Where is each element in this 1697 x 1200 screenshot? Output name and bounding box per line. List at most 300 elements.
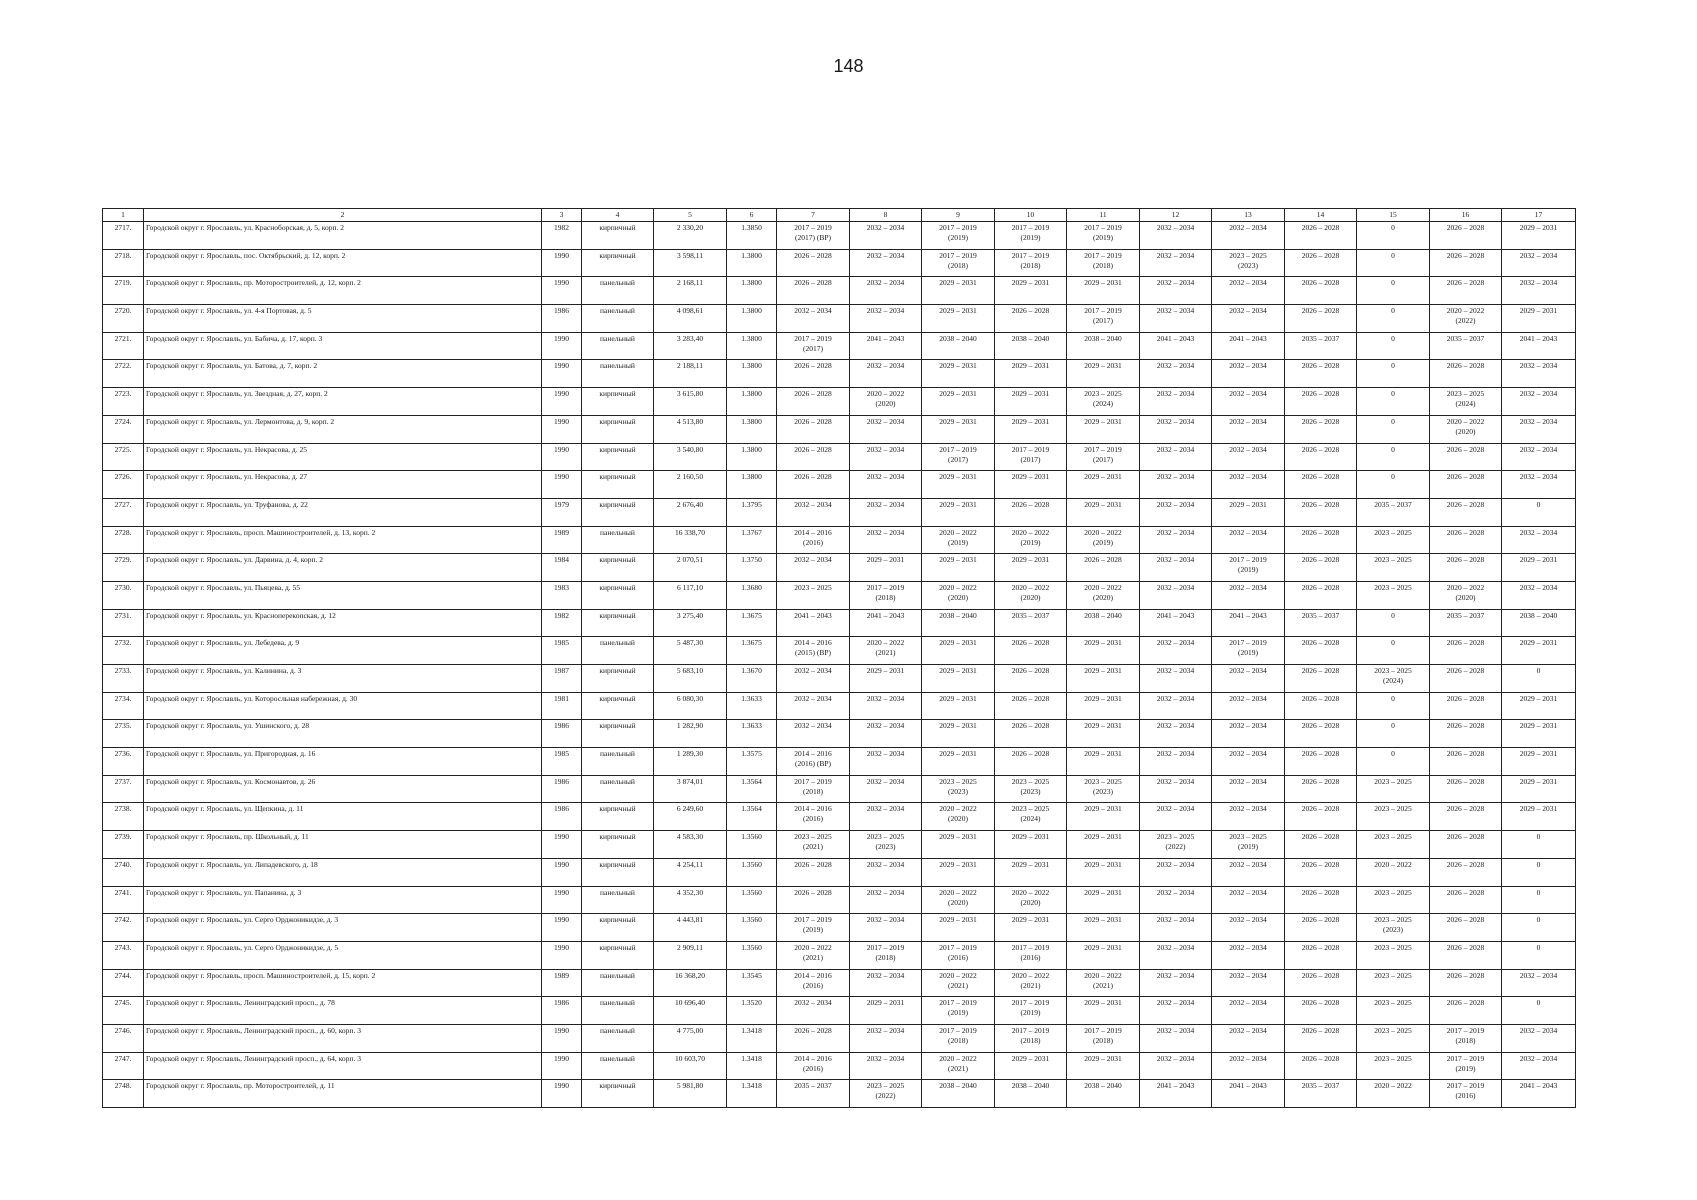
table-cell: 2020 – 2022 (2022) <box>1430 305 1502 333</box>
table-row <box>103 775 1576 803</box>
table-cell: 1.3545 <box>727 969 777 997</box>
address-cell: Городской округ г. Ярославль, пр. Моторостроителей, д. 12, корп. 2 <box>144 277 542 305</box>
table-row <box>103 969 1576 997</box>
table-row <box>103 914 1576 942</box>
table-cell: 2032 – 2034 <box>1502 249 1576 277</box>
table-cell: 2023 – 2025 (2023) <box>1212 249 1285 277</box>
table-cell: 1.3795 <box>727 498 777 526</box>
table-cell: 2026 – 2028 <box>1285 969 1357 997</box>
address-cell: Городской округ г. Ярославль, пр. Моторостроителей, д. 11 <box>144 1080 542 1108</box>
table-cell: 2029 – 2031 <box>1067 360 1140 388</box>
table-cell: 2038 – 2040 <box>1067 1080 1140 1108</box>
table-cell: 2020 – 2022 (2019) <box>995 526 1067 554</box>
table-cell: 2032 – 2034 <box>1140 581 1212 609</box>
table-cell: 2017 – 2019 (2019) <box>1212 637 1285 665</box>
table-cell: 1.3750 <box>727 554 777 582</box>
table-cell: кирпичный <box>582 388 654 416</box>
table-cell: 2032 – 2034 <box>1212 886 1285 914</box>
table-cell: 0 <box>1357 609 1430 637</box>
table-cell: 2032 – 2034 <box>1212 443 1285 471</box>
table-cell: 2023 – 2025 (2023) <box>850 831 922 859</box>
table-cell: 2032 – 2034 <box>1140 997 1212 1025</box>
table-cell: 1.3560 <box>727 858 777 886</box>
table-header <box>103 209 1576 222</box>
table-cell: 2020 – 2022 (2020) <box>995 886 1067 914</box>
table-cell: 2026 – 2028 <box>1430 665 1502 693</box>
table-cell: 2032 – 2034 <box>1502 360 1576 388</box>
table-cell: 2724. <box>103 415 144 443</box>
table-cell: 2032 – 2034 <box>1212 305 1285 333</box>
table-cell: 2026 – 2028 <box>1285 554 1357 582</box>
table-cell: 2026 – 2028 <box>995 665 1067 693</box>
table-cell: 0 <box>1357 249 1430 277</box>
table-cell: 2026 – 2028 <box>777 886 850 914</box>
table-cell: 4 583,30 <box>654 831 727 859</box>
table-cell: 1.3680 <box>727 581 777 609</box>
table-cell: 4 443,81 <box>654 914 727 942</box>
table-cell: панельный <box>582 277 654 305</box>
table-cell: 2029 – 2031 <box>922 305 995 333</box>
table-cell: 2029 – 2031 <box>850 665 922 693</box>
table-row <box>103 1080 1576 1108</box>
table-cell: 2026 – 2028 <box>995 637 1067 665</box>
table-cell: 2035 – 2037 <box>1357 498 1430 526</box>
table-cell: 2032 – 2034 <box>1140 1052 1212 1080</box>
table-cell: 4 775,00 <box>654 1024 727 1052</box>
table-cell: 2029 – 2031 <box>1502 775 1576 803</box>
table-cell: панельный <box>582 332 654 360</box>
table-row <box>103 858 1576 886</box>
table-cell: 2032 – 2034 <box>1502 471 1576 499</box>
table-cell: 1.3800 <box>727 471 777 499</box>
table-cell: 2026 – 2028 <box>1285 886 1357 914</box>
table-cell: 2739. <box>103 831 144 859</box>
table-cell: 0 <box>1357 360 1430 388</box>
table-cell: 10 603,70 <box>654 1052 727 1080</box>
table-cell: 2032 – 2034 <box>1140 1024 1212 1052</box>
table-cell: 1990 <box>542 277 582 305</box>
table-cell: 2029 – 2031 <box>1067 498 1140 526</box>
table-cell: 2029 – 2031 <box>1067 692 1140 720</box>
table-cell: 1990 <box>542 471 582 499</box>
table-cell: кирпичный <box>582 831 654 859</box>
column-header: 5 <box>654 209 727 222</box>
table-cell: 2017 – 2019 (2016) <box>1430 1080 1502 1108</box>
table-cell: 5 487,30 <box>654 637 727 665</box>
table-cell: 2026 – 2028 <box>995 720 1067 748</box>
table-cell: 2041 – 2043 <box>777 609 850 637</box>
table-cell: 1.3633 <box>727 720 777 748</box>
table-cell: 2029 – 2031 <box>995 858 1067 886</box>
table-cell: 2026 – 2028 <box>1285 471 1357 499</box>
table-cell: 2723. <box>103 388 144 416</box>
table-cell: 2038 – 2040 <box>922 332 995 360</box>
table-cell: 1990 <box>542 360 582 388</box>
table-cell: 1990 <box>542 858 582 886</box>
column-header: 9 <box>922 209 995 222</box>
table-cell: 1.3800 <box>727 415 777 443</box>
table-cell: 2738. <box>103 803 144 831</box>
table-cell: 2023 – 2025 (2022) <box>850 1080 922 1108</box>
table-cell: 2032 – 2034 <box>1212 941 1285 969</box>
table-cell: 0 <box>1357 332 1430 360</box>
table-row <box>103 997 1576 1025</box>
table-cell: 2026 – 2028 <box>777 1024 850 1052</box>
table-cell: 2032 – 2034 <box>1212 969 1285 997</box>
table-cell: 2020 – 2022 (2020) <box>1430 581 1502 609</box>
table-cell: 2 909,11 <box>654 941 727 969</box>
table-cell: панельный <box>582 886 654 914</box>
table-cell: 0 <box>1357 415 1430 443</box>
table-cell: 2032 – 2034 <box>777 997 850 1025</box>
table-cell: 2719. <box>103 277 144 305</box>
table-cell: 2017 – 2019 (2019) <box>1067 222 1140 250</box>
table-cell: 1.3800 <box>727 388 777 416</box>
table-cell: 2732. <box>103 637 144 665</box>
table-cell: 2717. <box>103 222 144 250</box>
table-cell: 3 540,80 <box>654 443 727 471</box>
table-cell: 2032 – 2034 <box>777 554 850 582</box>
table-cell: 0 <box>1502 914 1576 942</box>
table-cell: 2029 – 2031 <box>922 665 995 693</box>
table-cell: 1.3800 <box>727 277 777 305</box>
table-row <box>103 941 1576 969</box>
table-cell: 0 <box>1357 471 1430 499</box>
header-row <box>103 209 1576 222</box>
table-cell: 1.3850 <box>727 222 777 250</box>
table-cell: 0 <box>1357 692 1430 720</box>
table-cell: 2032 – 2034 <box>850 249 922 277</box>
table-cell: 2041 – 2043 <box>1212 609 1285 637</box>
table-cell: 2029 – 2031 <box>850 997 922 1025</box>
table-cell: 2026 – 2028 <box>1285 748 1357 776</box>
table-cell: 2029 – 2031 <box>1502 305 1576 333</box>
table-cell: панельный <box>582 1024 654 1052</box>
table-cell: 2026 – 2028 <box>1285 637 1357 665</box>
address-cell: Городской округ г. Ярославль, ул. Пьяцева, д. 55 <box>144 581 542 609</box>
table-cell: 1990 <box>542 249 582 277</box>
table-cell: панельный <box>582 969 654 997</box>
table-cell: 1987 <box>542 665 582 693</box>
table-cell: 2014 – 2016 (2016) <box>777 803 850 831</box>
table-cell: 2032 – 2034 <box>1212 1024 1285 1052</box>
table-cell: 2026 – 2028 <box>995 305 1067 333</box>
table-cell: 2026 – 2028 <box>1430 222 1502 250</box>
table-cell: кирпичный <box>582 665 654 693</box>
table-cell: 2026 – 2028 <box>1285 581 1357 609</box>
table-cell: 2020 – 2022 (2020) <box>1430 415 1502 443</box>
table-cell: 1.3520 <box>727 997 777 1025</box>
table-cell: кирпичный <box>582 498 654 526</box>
table-cell: 2023 – 2025 (2024) <box>1430 388 1502 416</box>
address-cell: Городской округ г. Ярославль, ул. Липадевского, д. 18 <box>144 858 542 886</box>
table-cell: 2017 – 2019 (2018) <box>922 249 995 277</box>
table-cell: 2026 – 2028 <box>1430 858 1502 886</box>
table-cell: 2026 – 2028 <box>1285 249 1357 277</box>
table-cell: 2026 – 2028 <box>995 692 1067 720</box>
table-cell: 2026 – 2028 <box>995 498 1067 526</box>
table-cell: 2026 – 2028 <box>1285 388 1357 416</box>
table-cell: 2032 – 2034 <box>850 222 922 250</box>
table-cell: 2032 – 2034 <box>850 692 922 720</box>
table-cell: панельный <box>582 360 654 388</box>
table-cell: 2026 – 2028 <box>1430 471 1502 499</box>
column-header: 15 <box>1357 209 1430 222</box>
table-cell: 0 <box>1357 443 1430 471</box>
table-cell: 2026 – 2028 <box>777 858 850 886</box>
table-cell: 2020 – 2022 (2020) <box>1067 581 1140 609</box>
table-cell: 2026 – 2028 <box>1430 831 1502 859</box>
table-cell: 2041 – 2043 <box>850 332 922 360</box>
table-cell: 2017 – 2019 (2017) <box>777 332 850 360</box>
table-cell: 1.3560 <box>727 914 777 942</box>
table-cell: 2032 – 2034 <box>1212 692 1285 720</box>
table-body <box>103 222 1576 1108</box>
table-cell: 2747. <box>103 1052 144 1080</box>
column-header: 2 <box>144 209 542 222</box>
table-cell: 2032 – 2034 <box>1212 415 1285 443</box>
table-cell: 2020 – 2022 (2019) <box>922 526 995 554</box>
table-cell: 2032 – 2034 <box>1212 471 1285 499</box>
table-cell: 1.3560 <box>727 831 777 859</box>
table-cell: 2032 – 2034 <box>777 720 850 748</box>
table-cell: 2032 – 2034 <box>850 886 922 914</box>
table-cell: 2 676,40 <box>654 498 727 526</box>
table-cell: 2014 – 2016 (2016) (ВР) <box>777 748 850 776</box>
table-cell: 1990 <box>542 332 582 360</box>
table-cell: 2035 – 2037 <box>1285 1080 1357 1108</box>
table-cell: 2017 – 2019 (2017) (ВР) <box>777 222 850 250</box>
table-cell: 2029 – 2031 <box>1067 831 1140 859</box>
table-cell: 2032 – 2034 <box>1502 581 1576 609</box>
table-cell: 2029 – 2031 <box>922 360 995 388</box>
table-cell: 2032 – 2034 <box>1140 526 1212 554</box>
table-cell: 2038 – 2040 <box>922 609 995 637</box>
table-cell: 0 <box>1357 637 1430 665</box>
column-header: 17 <box>1502 209 1576 222</box>
table-cell: 1984 <box>542 554 582 582</box>
table-cell: кирпичный <box>582 581 654 609</box>
table-cell: 2017 – 2019 (2018) <box>922 1024 995 1052</box>
table-cell: 2023 – 2025 (2019) <box>1212 831 1285 859</box>
table-cell: 0 <box>1357 305 1430 333</box>
table-cell: кирпичный <box>582 415 654 443</box>
table-cell: 1.3418 <box>727 1052 777 1080</box>
table-cell: 2023 – 2025 (2024) <box>995 803 1067 831</box>
table-cell: 2029 – 2031 <box>1067 1052 1140 1080</box>
table-cell: кирпичный <box>582 858 654 886</box>
table-cell: 2032 – 2034 <box>1502 1052 1576 1080</box>
table-cell: 2026 – 2028 <box>1430 526 1502 554</box>
table-cell: 1.3418 <box>727 1024 777 1052</box>
table-cell: 2029 – 2031 <box>1067 277 1140 305</box>
table-cell: 1.3800 <box>727 305 777 333</box>
table-cell: 1.3675 <box>727 637 777 665</box>
table-cell: 2026 – 2028 <box>1285 443 1357 471</box>
table-cell: 2029 – 2031 <box>1502 803 1576 831</box>
table-cell: 2026 – 2028 <box>1430 498 1502 526</box>
table-cell: 2032 – 2034 <box>1212 803 1285 831</box>
table-cell: 2017 – 2019 (2017) <box>1067 443 1140 471</box>
table-cell: 3 874,01 <box>654 775 727 803</box>
table-cell: 2041 – 2043 <box>1140 332 1212 360</box>
table-cell: 2014 – 2016 (2016) <box>777 969 850 997</box>
table-cell: 2026 – 2028 <box>1285 858 1357 886</box>
table-cell: 2017 – 2019 (2017) <box>1067 305 1140 333</box>
table-cell: 2035 – 2037 <box>777 1080 850 1108</box>
table-cell: 2023 – 2025 (2023) <box>1357 914 1430 942</box>
table-cell: 2035 – 2037 <box>1430 609 1502 637</box>
table-cell: 6 117,10 <box>654 581 727 609</box>
address-cell: Городской округ г. Ярославль, пос. Октябрьский, д. 12, корп. 2 <box>144 249 542 277</box>
table-cell: 2020 – 2022 (2020) <box>995 581 1067 609</box>
table-cell: 1986 <box>542 997 582 1025</box>
table-cell: 2029 – 2031 <box>995 471 1067 499</box>
table-cell: 2026 – 2028 <box>777 360 850 388</box>
table-cell: 2026 – 2028 <box>1430 443 1502 471</box>
table-cell: 2740. <box>103 858 144 886</box>
table-cell: 2026 – 2028 <box>1285 1052 1357 1080</box>
table-cell: 2023 – 2025 (2022) <box>1140 831 1212 859</box>
table-cell: 2029 – 2031 <box>922 858 995 886</box>
table-cell: 2026 – 2028 <box>1430 775 1502 803</box>
address-cell: Городской округ г. Ярославль, Ленинградский просп., д. 60, корп. 3 <box>144 1024 542 1052</box>
table-cell: 2026 – 2028 <box>1430 249 1502 277</box>
table-cell: 0 <box>1357 748 1430 776</box>
column-header: 14 <box>1285 209 1357 222</box>
table-cell: 1983 <box>542 581 582 609</box>
table-cell: 2032 – 2034 <box>1212 720 1285 748</box>
column-header: 1 <box>103 209 144 222</box>
table-cell: 2029 – 2031 <box>850 554 922 582</box>
table-cell: 1.3564 <box>727 775 777 803</box>
table-cell: 1990 <box>542 886 582 914</box>
table-cell: 2029 – 2031 <box>922 277 995 305</box>
table-cell: 2029 – 2031 <box>995 554 1067 582</box>
table-cell: кирпичный <box>582 443 654 471</box>
table-cell: 2029 – 2031 <box>1212 498 1285 526</box>
table-cell: кирпичный <box>582 471 654 499</box>
table-cell: 1.3418 <box>727 1080 777 1108</box>
table-cell: 2032 – 2034 <box>850 1052 922 1080</box>
table-cell: 2032 – 2034 <box>777 665 850 693</box>
table-cell: 2032 – 2034 <box>1212 748 1285 776</box>
table-cell: 2020 – 2022 (2021) <box>777 941 850 969</box>
table-cell: 2038 – 2040 <box>995 1080 1067 1108</box>
table-cell: 2023 – 2025 (2021) <box>777 831 850 859</box>
table-cell: панельный <box>582 775 654 803</box>
table-cell: 2023 – 2025 <box>1357 969 1430 997</box>
table-cell: 2041 – 2043 <box>1212 332 1285 360</box>
table-row <box>103 388 1576 416</box>
table-cell: 2736. <box>103 748 144 776</box>
table-cell: 3 283,40 <box>654 332 727 360</box>
table-cell: 2032 – 2034 <box>850 277 922 305</box>
table-cell: 1990 <box>542 914 582 942</box>
address-cell: Городской округ г. Ярославль, ул. 4-я Портовая, д. 5 <box>144 305 542 333</box>
table-cell: 2032 – 2034 <box>1502 388 1576 416</box>
address-cell: Городской округ г. Ярославль, ул. Космонавтов, д. 26 <box>144 775 542 803</box>
table-cell: 1985 <box>542 748 582 776</box>
table-cell: 2748. <box>103 1080 144 1108</box>
table-cell: 2023 – 2025 <box>1357 775 1430 803</box>
table-cell: 1982 <box>542 609 582 637</box>
table-row <box>103 249 1576 277</box>
address-cell: Городской округ г. Ярославль, пр. Школьный, д. 11 <box>144 831 542 859</box>
table-cell: 2032 – 2034 <box>1140 277 1212 305</box>
table-cell: 2017 – 2019 (2019) <box>1430 1052 1502 1080</box>
table-cell: 3 275,40 <box>654 609 727 637</box>
table-cell: 2023 – 2025 <box>1357 831 1430 859</box>
column-header: 4 <box>582 209 654 222</box>
table-cell: 2032 – 2034 <box>777 305 850 333</box>
table-cell: 2041 – 2043 <box>1140 1080 1212 1108</box>
address-cell: Городской округ г. Ярославль, ул. Звездная, д. 27, корп. 2 <box>144 388 542 416</box>
address-cell: Городской округ г. Ярославль, ул. Дарвина, д. 4, корп. 2 <box>144 554 542 582</box>
table-cell: кирпичный <box>582 1080 654 1108</box>
table-cell: 16 368,20 <box>654 969 727 997</box>
table-cell: 2026 – 2028 <box>1430 969 1502 997</box>
table-cell: 2032 – 2034 <box>1140 969 1212 997</box>
table-cell: 2032 – 2034 <box>1212 914 1285 942</box>
table-cell: 2731. <box>103 609 144 637</box>
table-cell: 1986 <box>542 775 582 803</box>
table-cell: 2029 – 2031 <box>922 720 995 748</box>
table-cell: 0 <box>1357 720 1430 748</box>
table-cell: 2032 – 2034 <box>1140 858 1212 886</box>
table-cell: 1.3670 <box>727 665 777 693</box>
address-cell: Городской округ г. Ярославль, ул. Бабича, д. 17, корп. 3 <box>144 332 542 360</box>
table-cell: 2014 – 2016 (2015) (ВР) <box>777 637 850 665</box>
table-row <box>103 498 1576 526</box>
table-row <box>103 803 1576 831</box>
table-cell: панельный <box>582 748 654 776</box>
table-cell: 2035 – 2037 <box>1285 332 1357 360</box>
table-cell: 2020 – 2022 (2020) <box>922 803 995 831</box>
table-cell: 2032 – 2034 <box>1212 360 1285 388</box>
table-cell: 2020 – 2022 <box>1357 1080 1430 1108</box>
table-cell: 2029 – 2031 <box>1067 471 1140 499</box>
table-cell: 0 <box>1502 858 1576 886</box>
table-cell: 2029 – 2031 <box>995 388 1067 416</box>
table-cell: 2032 – 2034 <box>1140 941 1212 969</box>
table-row <box>103 305 1576 333</box>
table-cell: 2032 – 2034 <box>1140 305 1212 333</box>
table-cell: 2026 – 2028 <box>1285 1024 1357 1052</box>
table-cell: 2032 – 2034 <box>1140 554 1212 582</box>
table-cell: 2 188,11 <box>654 360 727 388</box>
table-cell: 2029 – 2031 <box>1067 720 1140 748</box>
table-cell: 2726. <box>103 471 144 499</box>
table-row <box>103 332 1576 360</box>
table-cell: 2026 – 2028 <box>1285 692 1357 720</box>
table-cell: 2029 – 2031 <box>995 360 1067 388</box>
table-cell: 2023 – 2025 <box>777 581 850 609</box>
table-cell: 2020 – 2022 (2021) <box>850 637 922 665</box>
table-cell: 2026 – 2028 <box>1430 748 1502 776</box>
table-cell: кирпичный <box>582 554 654 582</box>
table-cell: 2032 – 2034 <box>1140 249 1212 277</box>
table-cell: 2020 – 2022 <box>1357 858 1430 886</box>
table-row <box>103 609 1576 637</box>
table-row <box>103 443 1576 471</box>
table-cell: кирпичный <box>582 720 654 748</box>
table-cell: 2029 – 2031 <box>1502 720 1576 748</box>
table-cell: кирпичный <box>582 692 654 720</box>
table-cell: 4 513,80 <box>654 415 727 443</box>
table-cell: 2029 – 2031 <box>922 831 995 859</box>
table-cell: 2029 – 2031 <box>922 914 995 942</box>
